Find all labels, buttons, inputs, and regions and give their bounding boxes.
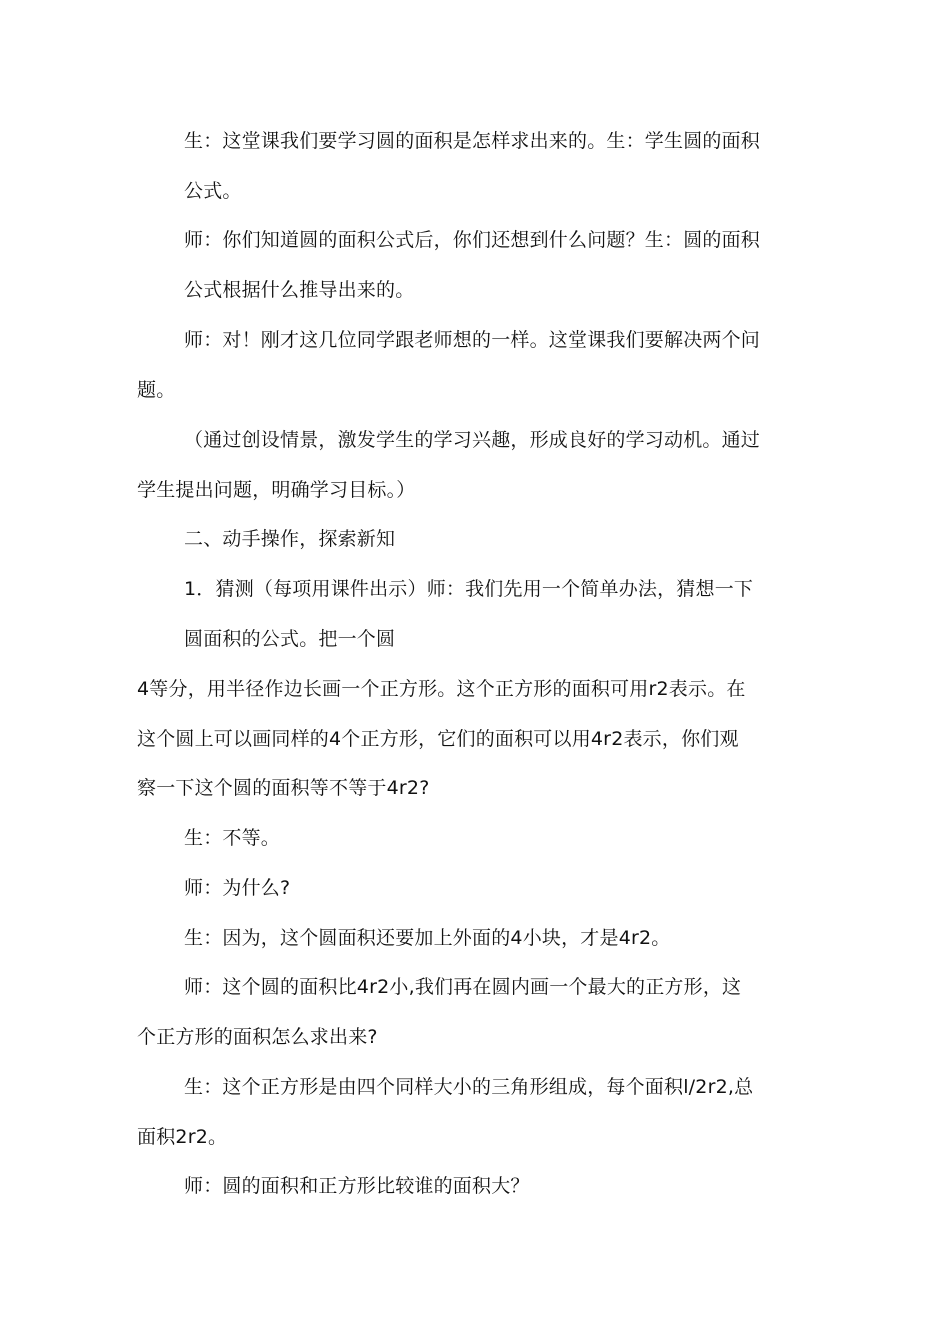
text-line: 题。 xyxy=(137,379,176,401)
text-line: 4等分，用半径作边长画一个正方形。这个正方形的面积可用r2表示。在 xyxy=(137,678,746,700)
text-line: 这个圆上可以画同样的4个正方形，它们的面积可以用4r2表示，你们观 xyxy=(137,728,739,750)
text-line: 师：你们知道圆的面积公式后，你们还想到什么问题？生：圆的面积 xyxy=(184,229,761,251)
text-line: 生：因为，这个圆面积还要加上外面的4小块，才是4r2。 xyxy=(184,927,671,949)
section-heading: 二、动手操作，探索新知 xyxy=(184,528,396,550)
text-line: 1．猜测（每项用课件出示）师：我们先用一个简单办法，猜想一下 xyxy=(184,578,754,600)
text-line: 个正方形的面积怎么求出来? xyxy=(137,1026,378,1048)
text-line: 师：这个圆的面积比4r2小,我们再在圆内画一个最大的正方形，这 xyxy=(184,976,742,998)
text-line: 生：不等。 xyxy=(184,827,281,849)
text-line: 生：这堂课我们要学习圆的面积是怎样求出来的。生：学生圆的面积 xyxy=(184,130,761,152)
text-line: 圆面积的公式。把一个圆 xyxy=(184,628,396,650)
text-line: 察一下这个圆的面积等不等于4r2? xyxy=(137,777,430,799)
text-line: （通过创设情景，激发学生的学习兴趣，形成良好的学习动机。通过 xyxy=(184,429,761,451)
text-line: 公式根据什么推导出来的。 xyxy=(184,279,415,301)
text-line: 师：对！刚才这几位同学跟老师想的一样。这堂课我们要解决两个问 xyxy=(184,329,761,351)
text-line: 生：这个正方形是由四个同样大小的三角形组成，每个面积l/2r2,总 xyxy=(184,1076,754,1098)
text-line: 学生提出问题，明确学习目标。） xyxy=(137,479,416,501)
text-line: 师：为什么? xyxy=(184,877,291,899)
text-line: 公式。 xyxy=(184,180,242,202)
text-line: 师：圆的面积和正方形比较谁的面积大？ xyxy=(184,1175,530,1197)
text-line: 面积2r2。 xyxy=(137,1126,228,1148)
